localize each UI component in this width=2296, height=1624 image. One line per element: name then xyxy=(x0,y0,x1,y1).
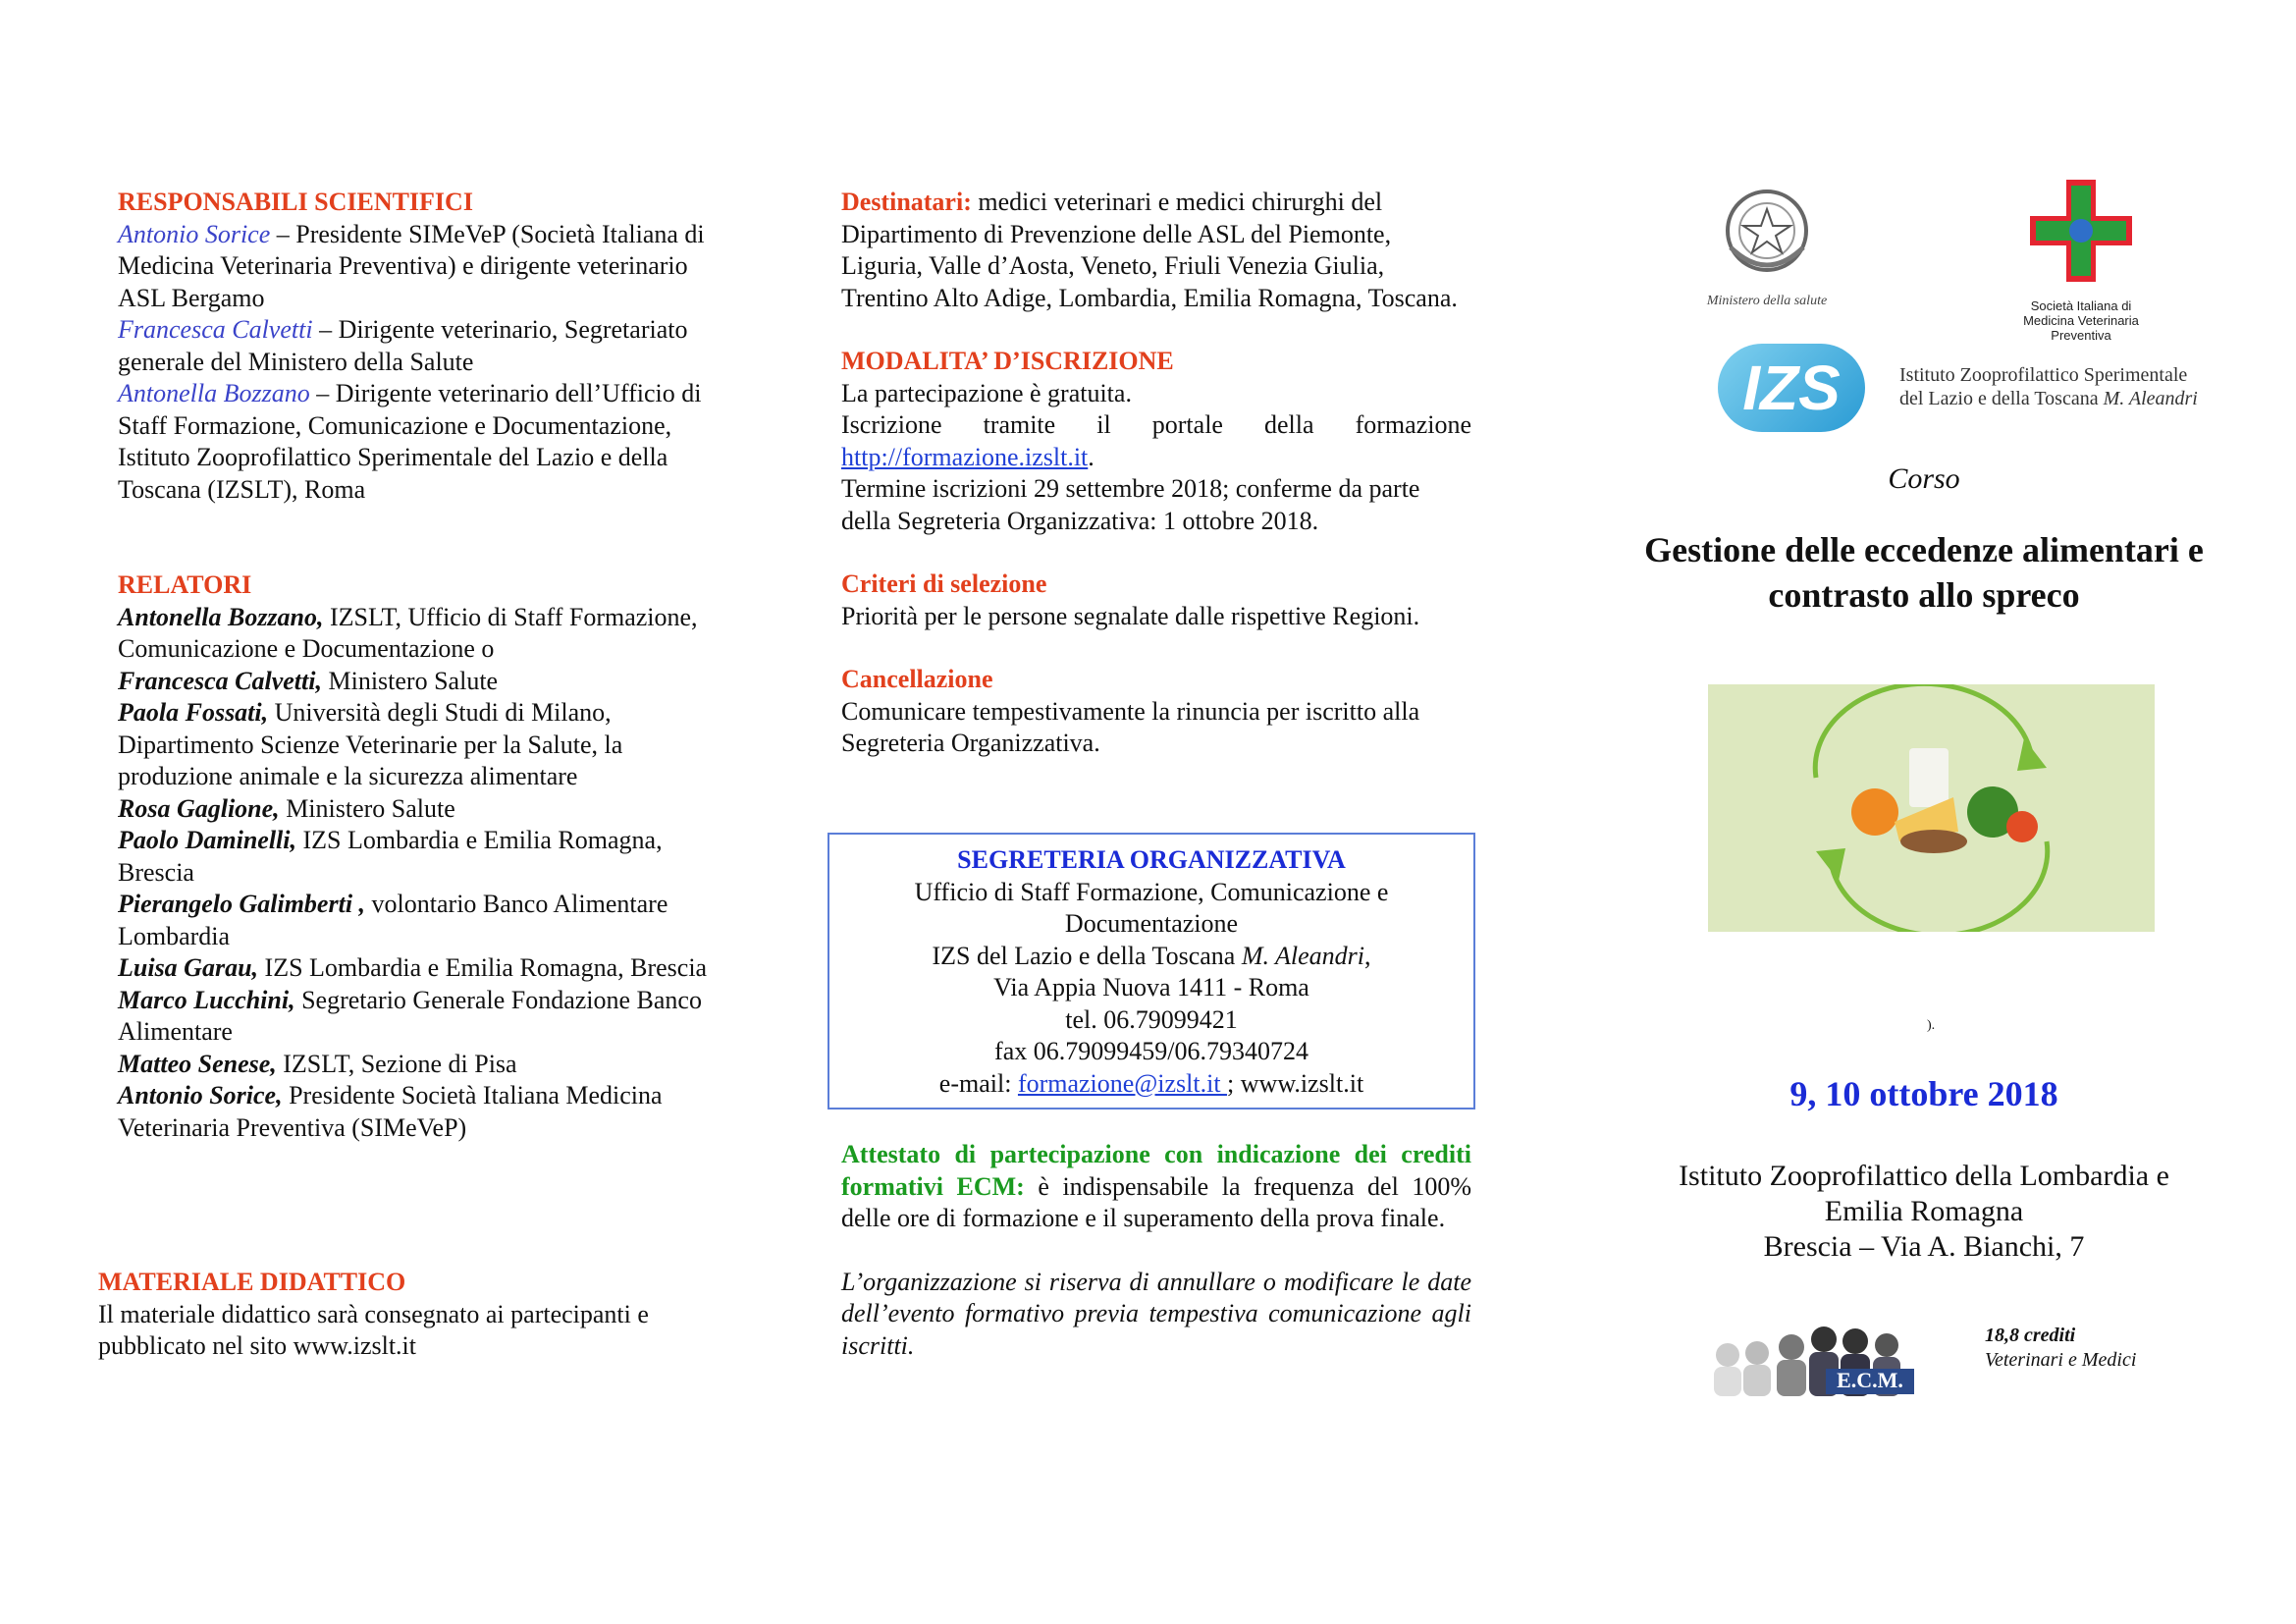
riserva-text: L’organizzazione si riserva di annullare o modificare le date dell’evento formativo previa tempestiva comunicazione agli iscritti. xyxy=(841,1267,1471,1360)
modalita-line: La partecipazione è gratuita. xyxy=(841,378,1132,407)
responsabili-heading: RESPONSABILI SCIENTIFICI xyxy=(118,188,473,216)
ecm-logo xyxy=(1708,1318,1919,1398)
criteri-text: Priorità per le persone segnalate dalle rispettive Regioni. xyxy=(841,601,1420,630)
stray-mark: ). xyxy=(1927,1018,1936,1033)
simevep-cross-icon xyxy=(2022,172,2140,290)
segreteria-line: fax 06.79099459/06.79340724 xyxy=(994,1037,1308,1065)
ministero-caption: Ministero della salute xyxy=(1706,293,1828,308)
responsabile-entry: Antonio Sorice – Presidente SIMeVeP (Società Italiana di Medicina Veterinaria Preventiva) e dirigente veterinario ASL Bergamo xyxy=(118,219,705,312)
republic-emblem-icon xyxy=(1713,177,1821,285)
segreteria-line: Via Appia Nuova 1411 - Roma xyxy=(993,973,1309,1001)
ecm-logo-text: E.C.M. xyxy=(1837,1368,1903,1392)
attestato-text: Attestato di partecipazione con indicazione dei crediti formativi ECM: è indispensabile la frequenza del 100% delle ore di formazione e il superamento della prova finale. xyxy=(841,1140,1472,1232)
modalita-line: Termine iscrizioni 29 settembre 2018; conferme da parte della Segreteria Organizzativa: 1 ottobre 2018. xyxy=(841,474,1420,535)
relatore-entry: Matteo Senese, IZSLT, Sezione di Pisa xyxy=(118,1049,517,1078)
segreteria-line: IZS del Lazio e della Toscana M. Aleandri, xyxy=(932,941,1371,970)
event-date: 9, 10 ottobre 2018 xyxy=(1789,1074,2058,1113)
relatore-entry: Paola Fossati, Università degli Studi di Milano, Dipartimento Scienze Veterinarie per la Salute, la produzione animale e la sicurezza alimentare xyxy=(118,698,623,790)
responsabile-entry: Antonella Bozzano – Dirigente veterinario dell’Ufficio di Staff Formazione, Comunicazione e Documentazione, Istituto Zooprofilattico Sperimentale del Lazio e della Toscana (IZSLT), Roma xyxy=(118,379,702,504)
ministero-logo xyxy=(1688,177,1845,309)
email-link[interactable]: formazione@izslt.it xyxy=(1017,1068,1228,1098)
middle-column xyxy=(841,187,1471,760)
relatore-entry: Luisa Garau, IZS Lombardia e Emilia Romagna, Brescia xyxy=(118,953,708,982)
izs-logo-mark: IZS xyxy=(1718,344,1865,432)
relatore-entry: Antonella Bozzano, IZSLT, Ufficio di Staff Formazione, Comunicazione e Documentazione o xyxy=(118,602,698,663)
segreteria-line: Ufficio di Staff Formazione, Comunicazione e Documentazione xyxy=(914,877,1389,938)
izs-name: Istituto Zooprofilattico Sperimentale del Lazio e della Toscana M. Aleandri xyxy=(1899,364,2198,409)
relatore-entry: Francesca Calvetti, Ministero Salute xyxy=(118,666,499,695)
crediti-target: Veterinari e Medici xyxy=(1985,1349,2137,1371)
izs-logo xyxy=(1718,344,1875,437)
materiale-text: Il materiale didattico sarà consegnato ai partecipanti e pubblicato nel sito www.izslt.it xyxy=(98,1299,649,1360)
relatore-entry: Marco Lucchini, Segretario Generale Fondazione Banco Alimentare xyxy=(118,985,702,1046)
segreteria-line: tel. 06.79099421 xyxy=(1065,1004,1238,1034)
relatore-entry: Pierangelo Galimberti , volontario Banco Alimentare Lombardia xyxy=(118,890,668,950)
simevep-logo xyxy=(2002,172,2160,343)
cancellazione-text: Comunicare tempestivamente la rinuncia per iscritto alla Segreteria Organizzativa. xyxy=(841,696,1420,757)
simevep-caption: Società Italiana di Medicina Veterinaria Preventiva xyxy=(2023,298,2139,343)
segreteria-email-line: e-mail: formazione@izslt.it ; www.izslt.it xyxy=(938,1068,1364,1098)
segreteria-title: SEGRETERIA ORGANIZZATIVA xyxy=(957,845,1346,874)
modalita-heading: MODALITA’ D’ISCRIZIONE xyxy=(841,347,1174,375)
relatore-entry: Paolo Daminelli, IZS Lombardia e Emilia Romagna, Brescia xyxy=(118,826,663,887)
destinatari: Destinatari: medici veterinari e medici chirurghi del Dipartimento di Prevenzione delle ASL del Piemonte, Liguria, Valle d’Aosta, Veneto, Friuli Venezia Giulia, Trentino Alto Adige, Lombardia, Emilia Romagna, Toscana. xyxy=(841,188,1458,312)
cancellazione-heading: Cancellazione xyxy=(841,665,993,693)
ecm-credits xyxy=(1985,1324,2136,1373)
course-title: Gestione delle eccedenze alimentari e contrasto allo spreco xyxy=(1644,530,2204,615)
responsabile-entry: Francesca Calvetti – Dirigente veterinario, Segretariato generale del Ministero della Salute xyxy=(118,315,688,376)
relatore-entry: Antonio Sorice, Presidente Società Italiana Medicina Veterinaria Preventiva (SIMeVeP) xyxy=(118,1081,663,1142)
relatori-heading: RELATORI xyxy=(118,570,252,599)
modalita-link-line: http://formazione.izslt.it. xyxy=(841,442,1095,471)
corso-label: Corso xyxy=(1888,462,1960,495)
materiale-heading: MATERIALE DIDATTICO xyxy=(98,1268,406,1296)
segreteria-box xyxy=(828,833,1475,1110)
formazione-link[interactable]: http://formazione.izslt.it xyxy=(841,442,1089,471)
food-cycle-icon xyxy=(1708,684,2155,932)
left-column xyxy=(118,187,736,1144)
crediti-value: 18,8 crediti xyxy=(1985,1325,2076,1346)
food-recycling-image xyxy=(1708,684,2155,932)
relatore-entry: Rosa Gaglione, Ministero Salute xyxy=(118,793,455,823)
criteri-heading: Criteri di selezione xyxy=(841,569,1047,598)
modalita-line: Iscrizione tramite il portale della formazione xyxy=(841,410,1471,439)
attestato-section xyxy=(841,1139,1471,1362)
venue: Istituto Zooprofilattico della Lombardia e Emilia Romagna Brescia – Via A. Bianchi, 7 xyxy=(1679,1160,2169,1263)
materiale-section xyxy=(98,1267,746,1363)
